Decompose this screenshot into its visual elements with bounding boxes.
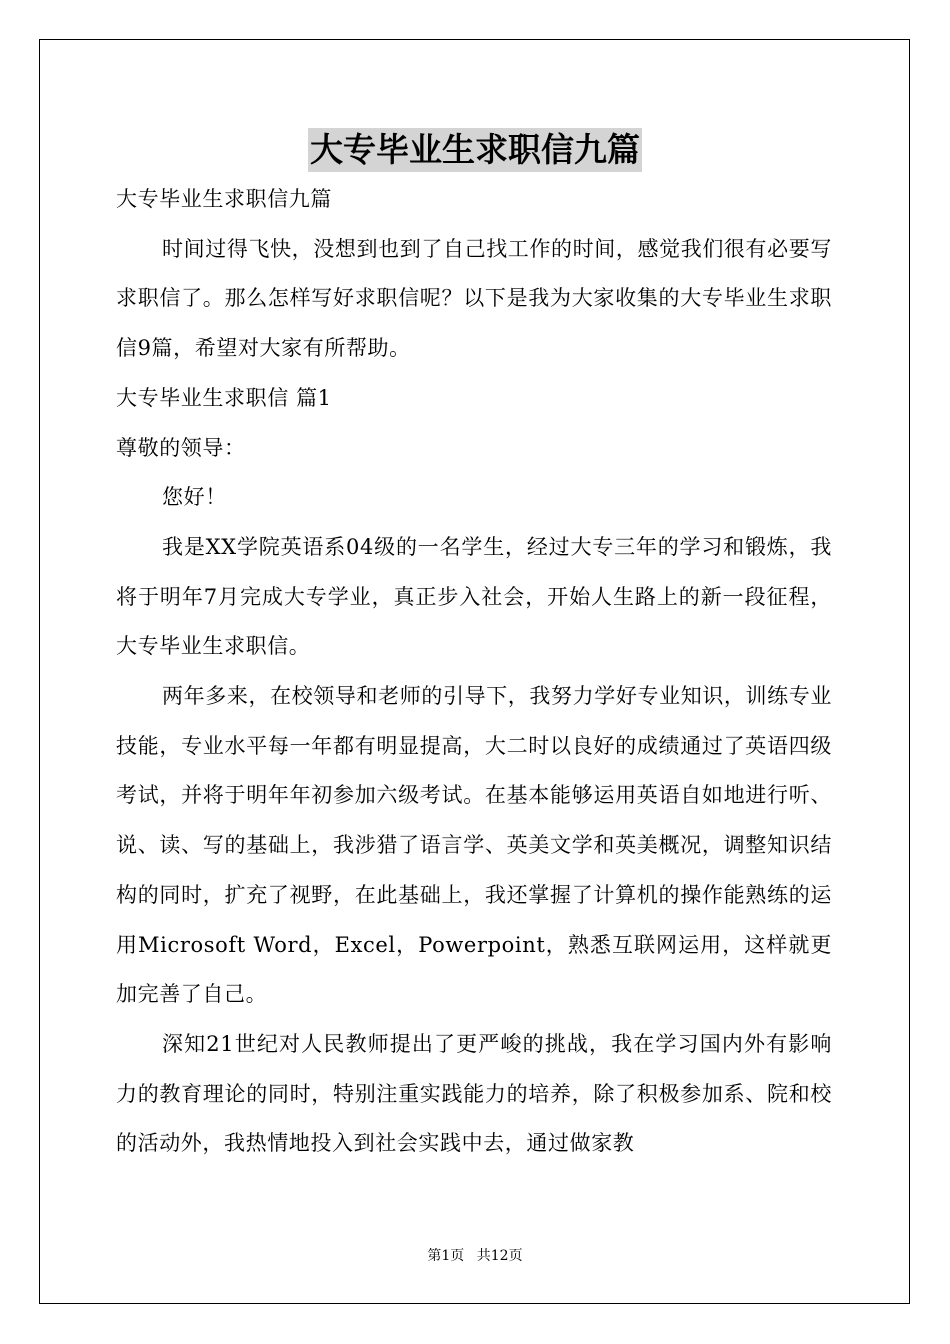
paragraph: 我是XX学院英语系04级的一名学生，经过大专三年的学习和锻炼，我将于明年7月完成大专学业，真正步入社会，开始人生路上的新一段征程，大专毕业生求职信。 bbox=[116, 534, 832, 659]
greeting: 您好！ bbox=[162, 485, 227, 510]
page-total: 共12页 bbox=[476, 1248, 523, 1264]
section-heading: 大专毕业生求职信 篇1 bbox=[116, 385, 332, 410]
paragraph: 大专毕业生求职信九篇 bbox=[116, 187, 332, 211]
page-footer bbox=[0, 1245, 950, 1265]
paragraph: 时间过得飞快，没想到也到了自己找工作的时间，感觉我们很有必要写求职信了。那么怎样写好求职信呢？以下是我为大家收集的大专毕业生求职信9篇，希望对大家有所帮助。 bbox=[116, 236, 832, 361]
document-body bbox=[116, 175, 832, 1169]
paragraph: 深知21世纪对人民教师提出了更严峻的挑战，我在学习国内外有影响力的教育理论的同时，特别注重实践能力的培养，除了积极参加系、院和校的活动外，我热情地投入到社会实践中去，通过做家教 bbox=[116, 1031, 832, 1156]
title-container bbox=[0, 128, 950, 172]
salutation: 尊敬的领导： bbox=[116, 435, 246, 460]
page-number: 第1页 bbox=[427, 1248, 465, 1264]
document-title: 大专毕业生求职信九篇 bbox=[308, 128, 642, 172]
paragraph: 两年多来，在校领导和老师的引导下，我努力学好专业知识，训练专业技能，专业水平每一年都有明显提高，大二时以良好的成绩通过了英语四级考试，并将于明年年初参加六级考试。在基本能够运用英语自如地进行听、说、读、写的基础上，我涉猎了语言学、英美文学和英美概况，调整知识结构的同时，扩充了视野，在此基础上，我还掌握了计算机的操作能熟练的运用Microsoft Word，Excel，Powerpoint，熟悉互联网运用，这样就更加完善了自己。 bbox=[116, 684, 832, 1007]
